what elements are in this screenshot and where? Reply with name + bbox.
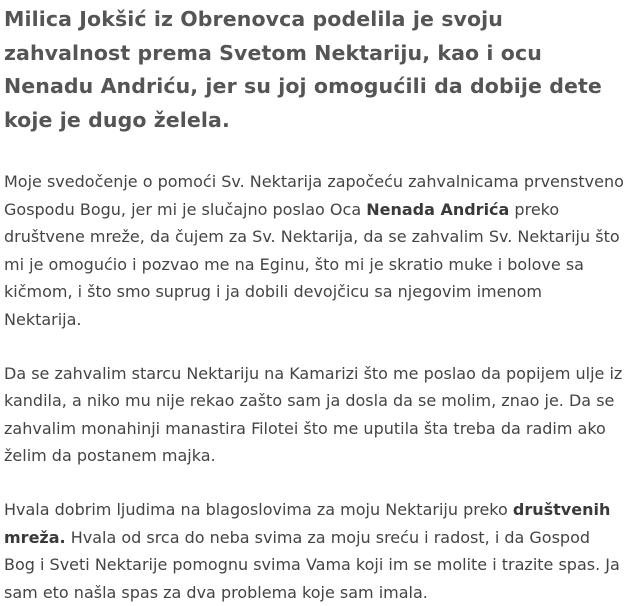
paragraph-thanks: Da se zahvalim starcu Nektariju na Kamarizi što me poslao da popijem ulje iz kandila, a niko mu nije rekao zašto sam ja dosla da se molim, znao je. Da se zahvalim monahinji manastira Filotei što me uputila šta treba da radim ako želim da postanem majka.: [4, 363, 623, 466]
paragraph-text: Hvala dobrim ljudima na blagoslovima za moju Nektariju preko: [4, 499, 513, 519]
paragraph-text: Moje svedočenje o pomoći Sv. Nektarija započeću zahvalnicama prvenstveno Gospodu Bogu, jer mi je slučajno poslao Oca: [4, 172, 624, 219]
paragraph-text: preko društvene mreže, da čujem za Sv. Nektarija, da se zahvalim Sv. Nektariju što mi je omogućio i pozvao me na Eginu, što mi je skratio muke i bolove sa kičmom, i što smo suprug i ja dobili devojčicu sa njegovim imenom Nektarija.: [4, 199, 620, 329]
bold-social-networks: društvenih mreža.: [4, 499, 611, 547]
bold-name: Nenada Andrića: [366, 199, 510, 219]
paragraph-gratitude: [4, 496, 624, 606]
paragraph-text: Hvala od srca do neba svima za moju sreću i radost, i da Gospod Bog i Sveti Nektarije pomognu svima Vama koji im se molite i trazite spas. Ja sam eto našla spas za dva problema koje sam imala.: [4, 527, 620, 602]
article-lead: Milica Jokšić iz Obrenovca podelila je svoju zahvalnost prema Svetom Nektariju, kao i ocu Nenadu Andriću, jer su joj omogućili da dobije dete koje je dugo želela.: [4, 7, 602, 132]
article-body: [4, 0, 624, 606]
paragraph-testimony: [4, 168, 624, 334]
